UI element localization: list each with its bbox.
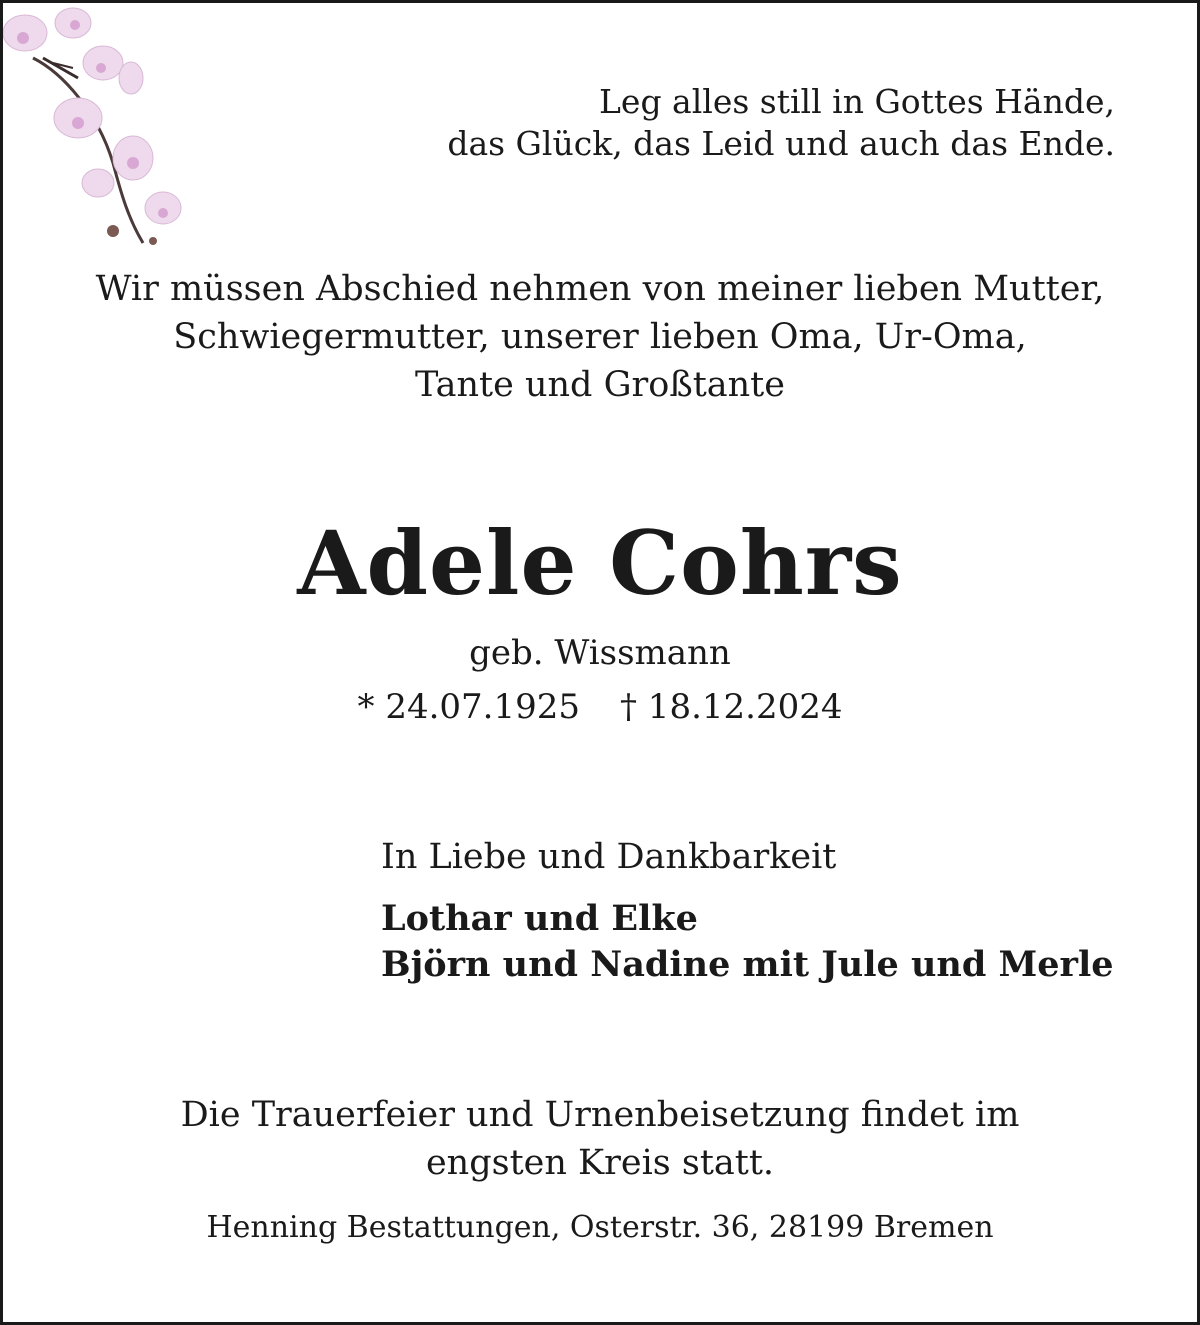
deceased-name: Adele Cohrs [297,511,903,615]
quote-line: Leg alles still in Gottes Hände, [599,82,1115,121]
life-dates [3,685,1197,729]
mourner: Lothar und Elke [381,898,698,939]
birth-name: geb. Wissmann [469,633,731,673]
mourners-list [381,896,1114,988]
quote [447,81,1115,165]
quote-line: das Glück, das Leid und auch das Ende. [447,124,1115,163]
service-info [3,1091,1197,1187]
service-line: Die Trauerfeier und Urnenbeisetzung findet im [180,1095,1020,1135]
orchid-branch-decoration [3,3,203,263]
funeral-home: Henning Bestattungen, Osterstr. 36, 28199 Bremen [206,1210,994,1245]
intro-line: Schwiegermutter, unserer lieben Oma, Ur-Oma, [173,317,1027,357]
mourner: Björn und Nadine mit Jule und Merle [381,944,1114,985]
service-line: engsten Kreis statt. [425,1143,775,1183]
intro-line: Tante und Großtante [415,365,785,405]
death-date: † 18.12.2024 [620,687,843,727]
intro-line: Wir müssen Abschied nehmen von meiner lieben Mutter, [95,269,1105,309]
birth-date: * 24.07.1925 [357,687,580,727]
thanks-line: In Liebe und Dankbarkeit [381,837,837,877]
intro-text [3,265,1197,409]
